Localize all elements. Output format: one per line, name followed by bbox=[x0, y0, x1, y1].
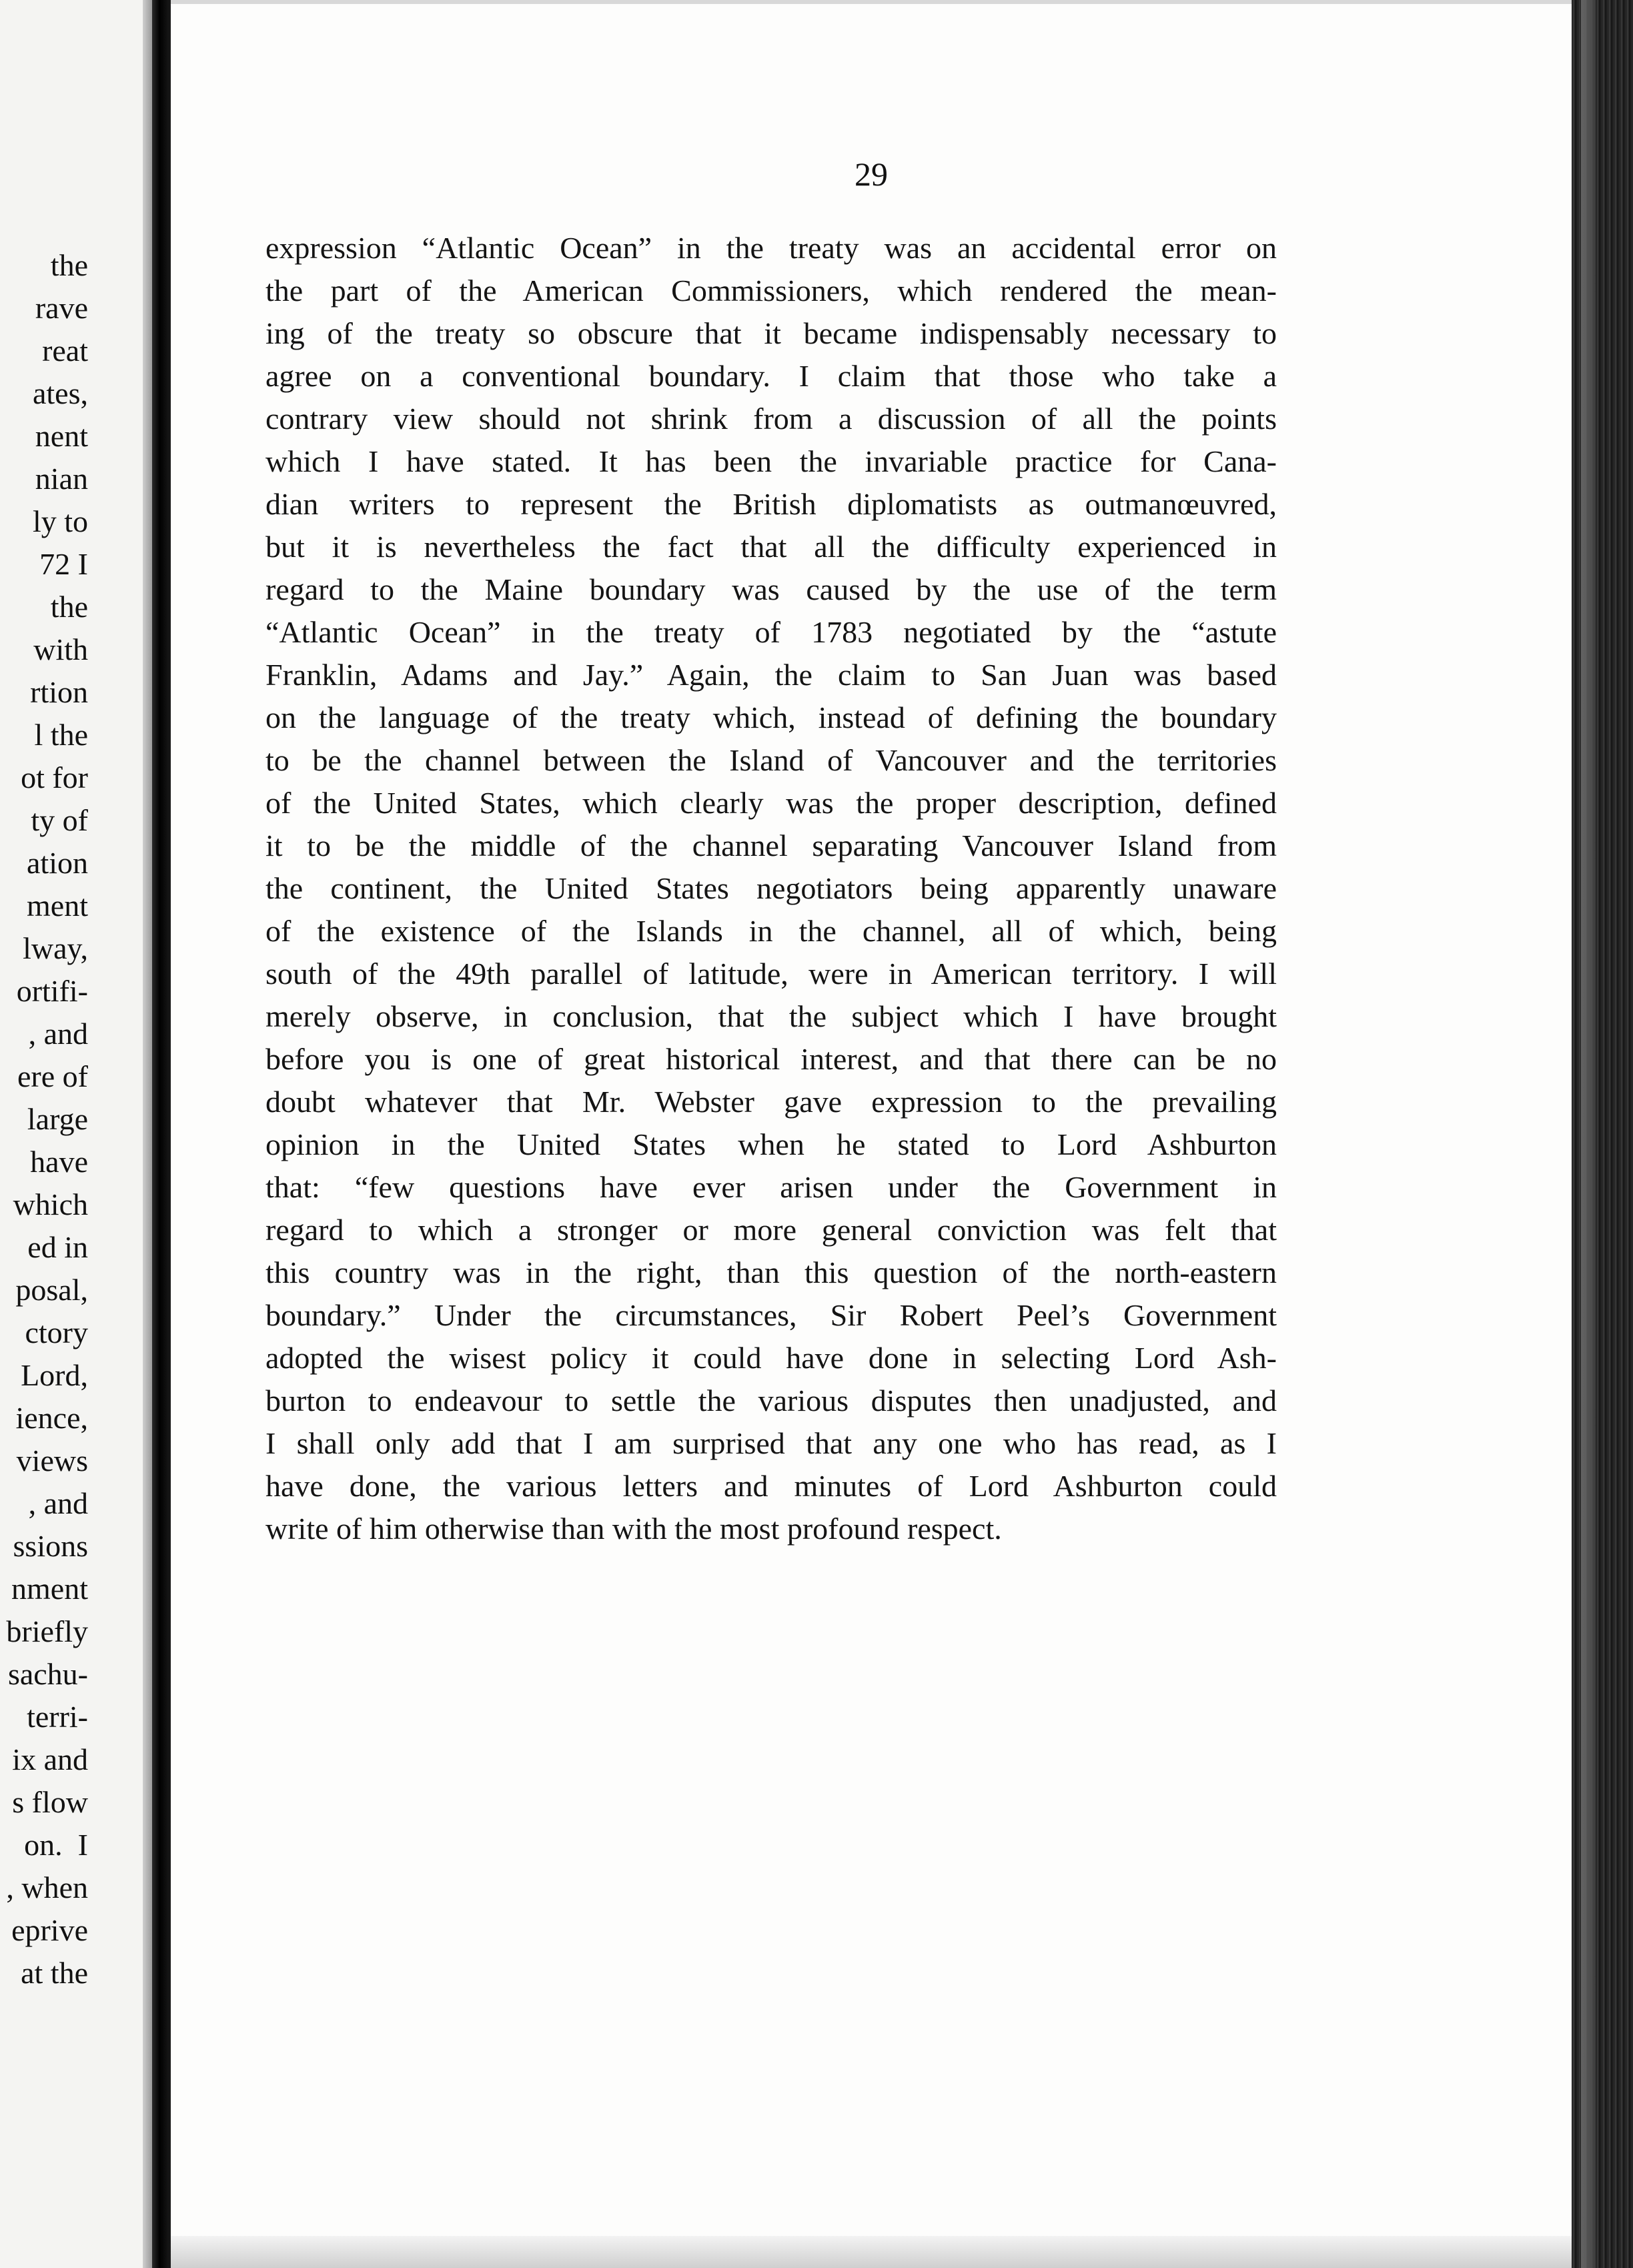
page-stack-highlight bbox=[1581, 0, 1596, 2268]
right-page bbox=[171, 0, 1572, 2268]
left-facing-page bbox=[0, 0, 152, 2268]
text-line: ing of the treaty so obscure that it became indispensably necessary to bbox=[265, 316, 1277, 350]
left-page-line: large bbox=[27, 1102, 88, 1136]
text-line: doubt whatever that Mr. Webster gave expression to the prevailing bbox=[265, 1085, 1277, 1119]
left-page-line: nment bbox=[11, 1572, 88, 1606]
text-line: the part of the American Commissioners, which rendered the mean- bbox=[265, 273, 1277, 308]
left-page-line: nian bbox=[35, 462, 88, 496]
text-line: before you is one of great historical interest, and that there can be no bbox=[265, 1042, 1277, 1076]
left-page-line: rave bbox=[35, 291, 88, 325]
left-page-line: with bbox=[33, 632, 88, 666]
text-line: which I have stated. It has been the invariable practice for Cana- bbox=[265, 444, 1277, 478]
text-line: have done, the various letters and minutes of Lord Ashburton could bbox=[265, 1469, 1277, 1503]
text-line: adopted the wisest policy it could have done in selecting Lord Ash- bbox=[265, 1341, 1277, 1375]
text-line: contrary view should not shrink from a discussion of all the points bbox=[265, 402, 1277, 436]
book-gutter bbox=[152, 0, 171, 2268]
left-page-line: ere of bbox=[17, 1059, 88, 1093]
text-line: the continent, the United States negotiators being apparently unaware bbox=[265, 871, 1277, 905]
left-page-line: the bbox=[50, 590, 88, 624]
left-page-line: ot for bbox=[21, 760, 88, 794]
left-page-line: reat bbox=[42, 334, 88, 368]
text-line: of the United States, which clearly was the proper description, defined bbox=[265, 786, 1277, 820]
text-line: that: “few questions have ever arisen under the Government in bbox=[265, 1170, 1277, 1204]
text-line: burton to endeavour to settle the various disputes then unadjusted, and bbox=[265, 1383, 1277, 1418]
text-line: to be the channel between the Island of Vancouver and the territories bbox=[265, 743, 1277, 777]
page-stack-edge bbox=[1572, 0, 1633, 2268]
left-page-line: , and bbox=[28, 1017, 88, 1051]
left-page-line: ience, bbox=[15, 1401, 88, 1435]
left-page-line: ation bbox=[27, 846, 88, 880]
left-page-line: l the bbox=[34, 718, 88, 752]
left-page-line: views bbox=[16, 1444, 88, 1478]
text-line: regard to which a stronger or more general conviction was felt that bbox=[265, 1213, 1277, 1247]
left-page-line: ment bbox=[27, 889, 88, 923]
text-line: it to be the middle of the channel separating Vancouver Island from bbox=[265, 828, 1277, 863]
page-top-edge bbox=[171, 0, 1572, 4]
left-page-line: lway, bbox=[23, 931, 88, 965]
left-page-line: have bbox=[30, 1145, 88, 1179]
text-line: I shall only add that I am surprised that any one who has read, as I bbox=[265, 1426, 1277, 1460]
left-page-line: ly to bbox=[32, 504, 88, 538]
left-page-line: terri- bbox=[27, 1700, 88, 1734]
left-page-line: ctory bbox=[25, 1315, 88, 1349]
left-page-line: sachu- bbox=[7, 1657, 88, 1691]
text-line: expression “Atlantic Ocean” in the treaty was an accidental error on bbox=[265, 231, 1277, 265]
left-page-line: ates, bbox=[32, 376, 88, 410]
text-line: south of the 49th parallel of latitude, were in American territory. I will bbox=[265, 957, 1277, 991]
left-page-line: s flow bbox=[12, 1785, 88, 1819]
left-page-line: the bbox=[50, 248, 88, 282]
page-bottom-edge bbox=[171, 2236, 1572, 2268]
left-page-line: rtion bbox=[30, 675, 88, 709]
left-page-line: briefly bbox=[6, 1614, 88, 1648]
left-page-line: eprive bbox=[11, 1913, 88, 1947]
text-line: of the existence of the Islands in the channel, all of which, being bbox=[265, 914, 1277, 948]
text-line: agree on a conventional boundary. I claim that those who take a bbox=[265, 359, 1277, 393]
left-page-line: nent bbox=[35, 419, 88, 453]
left-page-line: ssions bbox=[13, 1529, 88, 1563]
text-line: this country was in the right, than this question of the north-eastern bbox=[265, 1255, 1277, 1289]
text-line: opinion in the United States when he stated to Lord Ashburton bbox=[265, 1127, 1277, 1161]
page-number: 29 bbox=[855, 155, 888, 193]
text-line: “Atlantic Ocean” in the treaty of 1783 negotiated by the “astute bbox=[265, 615, 1277, 649]
text-line: Franklin, Adams and Jay.” Again, the claim to San Juan was based bbox=[265, 658, 1277, 692]
left-page-line: 72 I bbox=[39, 547, 88, 581]
text-line: on the language of the treaty which, instead of defining the boundary bbox=[265, 700, 1277, 734]
left-page-line: , and bbox=[28, 1486, 88, 1520]
text-line: regard to the Maine boundary was caused by the use of the term bbox=[265, 572, 1277, 606]
body-text bbox=[265, 227, 1277, 1550]
left-page-line: posal, bbox=[15, 1273, 88, 1307]
left-page-line: ortifi- bbox=[16, 974, 88, 1008]
text-line: boundary.” Under the circumstances, Sir Robert Peel’s Government bbox=[265, 1298, 1277, 1332]
left-page-line: at the bbox=[21, 1956, 88, 1990]
left-page-line: on. I bbox=[24, 1828, 88, 1862]
text-line: write of him otherwise than with the most profound respect. bbox=[265, 1512, 1002, 1546]
left-page-line: , when bbox=[6, 1870, 88, 1904]
left-page-line: ix and bbox=[12, 1742, 88, 1776]
left-page-line: ed in bbox=[27, 1230, 88, 1264]
text-line: merely observe, in conclusion, that the subject which I have brought bbox=[265, 999, 1277, 1033]
text-line: but it is nevertheless the fact that all the difficulty experienced in bbox=[265, 530, 1277, 564]
left-page-line: Lord, bbox=[21, 1358, 88, 1392]
left-page-edge bbox=[143, 0, 152, 2268]
left-page-text-fragments bbox=[0, 244, 88, 1995]
left-page-line: ty of bbox=[31, 803, 88, 837]
left-page-line: which bbox=[13, 1187, 88, 1221]
text-line: dian writers to represent the British diplomatists as outmanœuvred, bbox=[265, 487, 1277, 521]
